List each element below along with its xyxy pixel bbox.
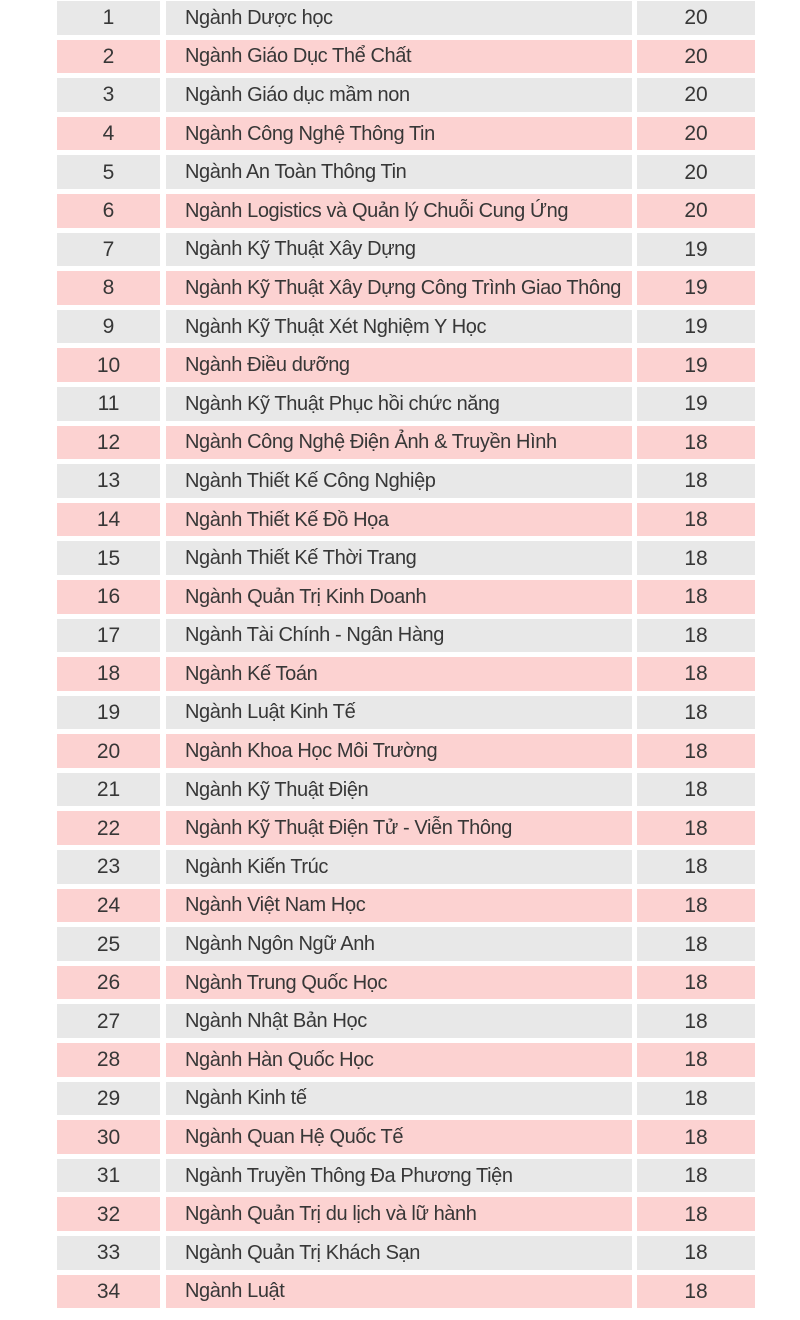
major-name-cell: Ngành Ngôn Ngữ Anh	[166, 927, 632, 961]
major-name-cell: Ngành Kinh tế	[166, 1082, 632, 1116]
major-name-cell: Ngành Dược học	[166, 1, 632, 35]
score-cell: 19	[637, 348, 755, 382]
major-name-cell: Ngành Truyền Thông Đa Phương Tiện	[166, 1159, 632, 1193]
score-cell: 18	[637, 850, 755, 884]
score-cell: 18	[637, 734, 755, 768]
major-name-cell: Ngành Quan Hệ Quốc Tế	[166, 1120, 632, 1154]
row-number-cell: 9	[57, 310, 160, 344]
row-number-cell: 25	[57, 927, 160, 961]
row-number-cell: 11	[57, 387, 160, 421]
table-row	[57, 78, 755, 112]
table-row	[57, 773, 755, 807]
table-row	[57, 1275, 755, 1309]
table-row	[57, 348, 755, 382]
row-number-cell: 12	[57, 426, 160, 460]
row-number-cell: 13	[57, 464, 160, 498]
major-name-cell: Ngành Kỹ Thuật Điện	[166, 773, 632, 807]
score-cell: 20	[637, 194, 755, 228]
major-name-cell: Ngành Giáo Dục Thể Chất	[166, 40, 632, 74]
row-number-cell: 6	[57, 194, 160, 228]
table-row	[57, 503, 755, 537]
row-number-cell: 5	[57, 155, 160, 189]
major-name-cell: Ngành Thiết Kế Đồ Họa	[166, 503, 632, 537]
score-cell: 18	[637, 657, 755, 691]
table-row	[57, 194, 755, 228]
score-cell: 18	[637, 426, 755, 460]
major-name-cell: Ngành Giáo dục mầm non	[166, 78, 632, 112]
score-cell: 18	[637, 464, 755, 498]
table-row	[57, 155, 755, 189]
score-cell: 18	[637, 541, 755, 575]
row-number-cell: 24	[57, 889, 160, 923]
table-row	[57, 889, 755, 923]
score-cell: 19	[637, 271, 755, 305]
table-row	[57, 734, 755, 768]
row-number-cell: 10	[57, 348, 160, 382]
table-row	[57, 850, 755, 884]
major-name-cell: Ngành Kỹ Thuật Phục hồi chức năng	[166, 387, 632, 421]
table-row	[57, 811, 755, 845]
score-cell: 18	[637, 811, 755, 845]
major-name-cell: Ngành Kỹ Thuật Điện Tử - Viễn Thông	[166, 811, 632, 845]
major-name-cell: Ngành Logistics và Quản lý Chuỗi Cung Ứng	[166, 194, 632, 228]
score-cell: 18	[637, 1043, 755, 1077]
score-cell: 18	[637, 1236, 755, 1270]
major-name-cell: Ngành Luật	[166, 1275, 632, 1309]
score-cell: 18	[637, 1120, 755, 1154]
table-row	[57, 426, 755, 460]
major-name-cell: Ngành Điều dưỡng	[166, 348, 632, 382]
major-name-cell: Ngành Quản Trị du lịch và lữ hành	[166, 1197, 632, 1231]
table-row	[57, 271, 755, 305]
score-cell: 20	[637, 78, 755, 112]
admission-score-table	[57, 1, 755, 1313]
row-number-cell: 20	[57, 734, 160, 768]
table-row	[57, 1082, 755, 1116]
row-number-cell: 31	[57, 1159, 160, 1193]
major-name-cell: Ngành Kỹ Thuật Xét Nghiệm Y Học	[166, 310, 632, 344]
row-number-cell: 23	[57, 850, 160, 884]
row-number-cell: 7	[57, 233, 160, 267]
table-row	[57, 966, 755, 1000]
score-cell: 18	[637, 927, 755, 961]
score-cell: 18	[637, 503, 755, 537]
major-name-cell: Ngành Kiến Trúc	[166, 850, 632, 884]
row-number-cell: 29	[57, 1082, 160, 1116]
major-name-cell: Ngành Khoa Học Môi Trường	[166, 734, 632, 768]
row-number-cell: 22	[57, 811, 160, 845]
row-number-cell: 4	[57, 117, 160, 151]
row-number-cell: 33	[57, 1236, 160, 1270]
row-number-cell: 18	[57, 657, 160, 691]
score-cell: 18	[637, 1159, 755, 1193]
score-cell: 20	[637, 1, 755, 35]
row-number-cell: 15	[57, 541, 160, 575]
table-row	[57, 580, 755, 614]
score-cell: 18	[637, 773, 755, 807]
major-name-cell: Ngành Kỹ Thuật Xây Dựng	[166, 233, 632, 267]
row-number-cell: 32	[57, 1197, 160, 1231]
row-number-cell: 8	[57, 271, 160, 305]
major-name-cell: Ngành Việt Nam Học	[166, 889, 632, 923]
major-name-cell: Ngành Thiết Kế Thời Trang	[166, 541, 632, 575]
table-row	[57, 696, 755, 730]
table-row	[57, 117, 755, 151]
row-number-cell: 14	[57, 503, 160, 537]
score-cell: 18	[637, 696, 755, 730]
score-cell: 19	[637, 233, 755, 267]
table-row	[57, 387, 755, 421]
table-row	[57, 1043, 755, 1077]
table-row	[57, 310, 755, 344]
score-cell: 19	[637, 387, 755, 421]
row-number-cell: 2	[57, 40, 160, 74]
major-name-cell: Ngành Trung Quốc Học	[166, 966, 632, 1000]
table-row	[57, 464, 755, 498]
row-number-cell: 30	[57, 1120, 160, 1154]
row-number-cell: 1	[57, 1, 160, 35]
major-name-cell: Ngành Kỹ Thuật Xây Dựng Công Trình Giao Thông	[166, 271, 632, 305]
major-name-cell: Ngành Công Nghệ Thông Tin	[166, 117, 632, 151]
score-cell: 18	[637, 1004, 755, 1038]
row-number-cell: 28	[57, 1043, 160, 1077]
major-name-cell: Ngành Công Nghệ Điện Ảnh & Truyền Hình	[166, 426, 632, 460]
major-name-cell: Ngành Thiết Kế Công Nghiệp	[166, 464, 632, 498]
table-row	[57, 1159, 755, 1193]
score-cell: 18	[637, 580, 755, 614]
score-cell: 20	[637, 40, 755, 74]
major-name-cell: Ngành Hàn Quốc Học	[166, 1043, 632, 1077]
score-cell: 20	[637, 155, 755, 189]
score-cell: 18	[637, 889, 755, 923]
major-name-cell: Ngành Quản Trị Kinh Doanh	[166, 580, 632, 614]
row-number-cell: 26	[57, 966, 160, 1000]
major-name-cell: Ngành Quản Trị Khách Sạn	[166, 1236, 632, 1270]
table-row	[57, 1004, 755, 1038]
table-row	[57, 619, 755, 653]
row-number-cell: 16	[57, 580, 160, 614]
table-row	[57, 40, 755, 74]
table-row	[57, 1236, 755, 1270]
major-name-cell: Ngành Kế Toán	[166, 657, 632, 691]
table-row	[57, 657, 755, 691]
score-cell: 18	[637, 1082, 755, 1116]
table-row	[57, 1120, 755, 1154]
row-number-cell: 3	[57, 78, 160, 112]
row-number-cell: 27	[57, 1004, 160, 1038]
row-number-cell: 21	[57, 773, 160, 807]
table-row	[57, 233, 755, 267]
major-name-cell: Ngành Nhật Bản Học	[166, 1004, 632, 1038]
table-row	[57, 927, 755, 961]
row-number-cell: 19	[57, 696, 160, 730]
row-number-cell: 17	[57, 619, 160, 653]
score-cell: 19	[637, 310, 755, 344]
score-cell: 18	[637, 966, 755, 1000]
score-cell: 18	[637, 619, 755, 653]
score-cell: 20	[637, 117, 755, 151]
major-name-cell: Ngành Luật Kinh Tế	[166, 696, 632, 730]
score-cell: 18	[637, 1275, 755, 1309]
row-number-cell: 34	[57, 1275, 160, 1309]
major-name-cell: Ngành Tài Chính - Ngân Hàng	[166, 619, 632, 653]
score-cell: 18	[637, 1197, 755, 1231]
table-row	[57, 1, 755, 35]
table-row	[57, 1197, 755, 1231]
major-name-cell: Ngành An Toàn Thông Tin	[166, 155, 632, 189]
table-row	[57, 541, 755, 575]
